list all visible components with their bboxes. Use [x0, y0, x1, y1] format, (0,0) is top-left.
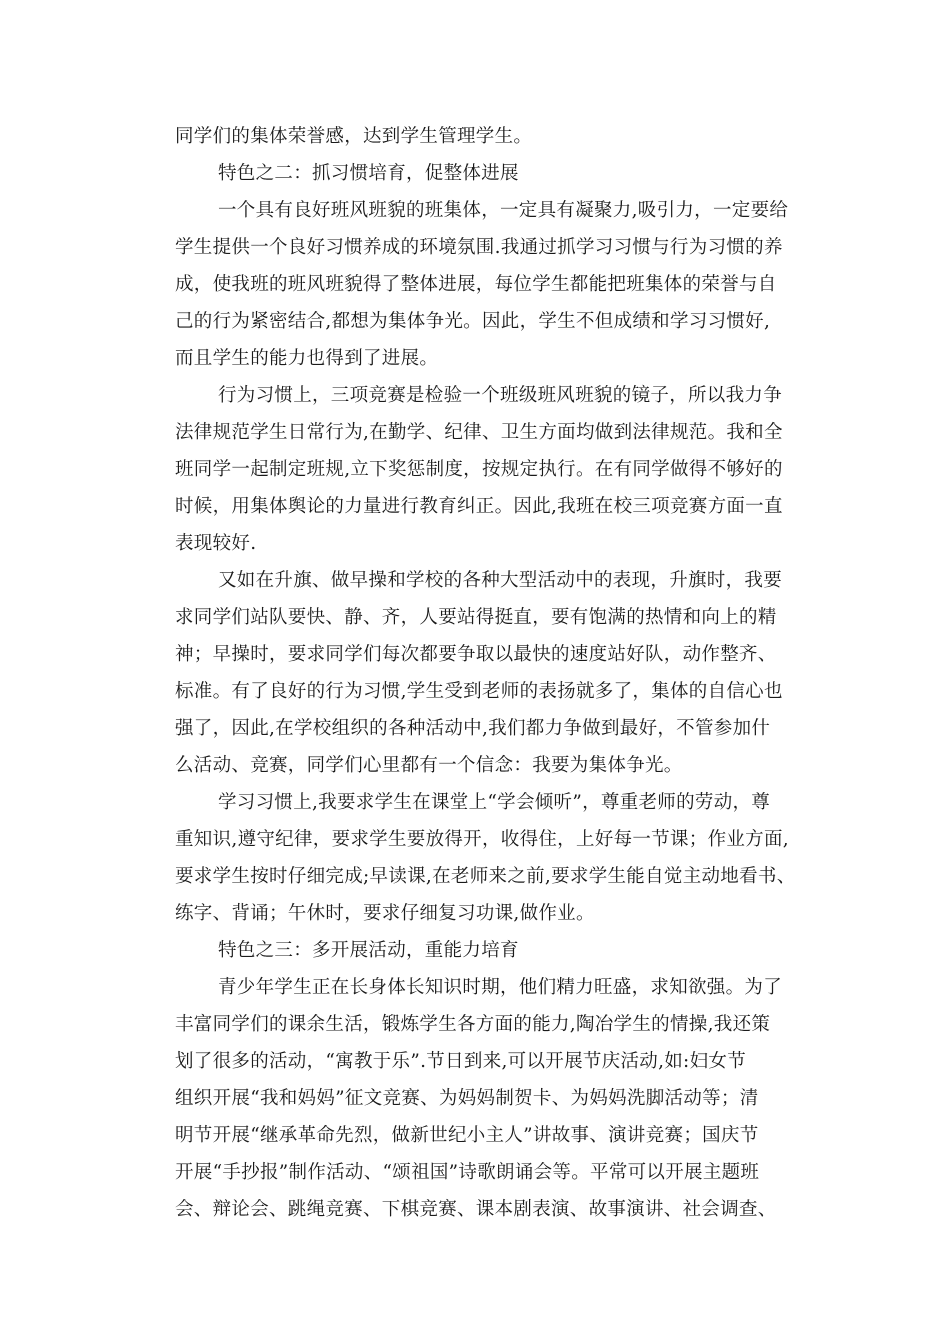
- paragraph-line: 学习习惯上,我要求学生在课堂上“学会倾听”，尊重老师的劳动，尊: [218, 792, 771, 813]
- paragraph-line: 表现较好.: [175, 533, 257, 554]
- paragraph-line: 重知识,遵守纪律，要求学生要放得开，收得住，上好每一节课；作业方面,: [175, 829, 789, 850]
- paragraph-line: 强了，因此,在学校组织的各种活动中,我们都力争做到最好，不管参加什: [175, 718, 771, 739]
- paragraph-line: 组织开展“我和妈妈”征文竞赛、为妈妈制贺卡、为妈妈洗脚活动等；清: [175, 1088, 759, 1109]
- paragraph-line: 同学们的集体荣誉感，达到学生管理学生。: [175, 126, 533, 147]
- section-heading: 特色之二：抓习惯培育，促整体进展: [218, 163, 519, 184]
- paragraph-line: 时候，用集体舆论的力量进行教育纠正。因此,我班在校三项竞赛方面一直: [175, 496, 783, 517]
- paragraph-line: 班同学一起制定班规,立下奖惩制度，按规定执行。在有同学做得不够好的: [175, 459, 783, 480]
- paragraph-line: 么活动、竞赛，同学们心里都有一个信念：我要为集体争光。: [175, 755, 683, 776]
- paragraph-line: 一个具有良好班风班貌的班集体，一定具有凝聚力,吸引力，一定要给: [218, 200, 789, 221]
- paragraph-line: 划了很多的活动，“寓教于乐”.节日到来,可以开展节庆活动,如:妇女节: [175, 1051, 746, 1072]
- paragraph-line: 行为习惯上，三项竞赛是检验一个班级班风班貌的镜子，所以我力争: [218, 385, 783, 406]
- paragraph-line: 神；早操时，要求同学们每次都要争取以最快的速度站好队，动作整齐、: [175, 644, 777, 665]
- paragraph-line: 成，使我班的班风班貌得了整体进展，每位学生都能把班集体的荣誉与自: [175, 274, 777, 295]
- paragraph-line: 标准。有了良好的行为习惯,学生受到老师的表扬就多了，集体的自信心也: [175, 681, 783, 702]
- paragraph-line: 求同学们站队要快、静、齐，人要站得挺直，要有饱满的热情和向上的精: [175, 607, 777, 628]
- paragraph-line: 又如在升旗、做早操和学校的各种大型活动中的表现，升旗时，我要: [218, 570, 783, 591]
- paragraph-line: 会、辩论会、跳绳竞赛、下棋竞赛、课本剧表演、故事演讲、社会调查、: [175, 1199, 777, 1220]
- paragraph-line: 明节开展“继承革命先烈，做新世纪小主人”讲故事、演讲竞赛；国庆节: [175, 1125, 759, 1146]
- paragraph-line: 开展“手抄报”制作活动、“颂祖国”诗歌朗诵会等。平常可以开展主题班: [175, 1162, 760, 1183]
- section-heading: 特色之三：多开展活动，重能力培育: [218, 940, 519, 961]
- paragraph-line: 法律规范学生日常行为,在勤学、纪律、卫生方面均做到法律规范。我和全: [175, 422, 783, 443]
- paragraph-line: 学生提供一个良好习惯养成的环境氛围.我通过抓学习习惯与行为习惯的养: [175, 237, 783, 258]
- paragraph-line: 己的行为紧密结合,都想为集体争光。因此，学生不但成绩和学习习惯好,: [175, 311, 771, 332]
- paragraph-line: 丰富同学们的课余生活，锻炼学生各方面的能力,陶冶学生的情操,我还策: [175, 1014, 771, 1035]
- paragraph-line: 而且学生的能力也得到了进展。: [175, 348, 439, 369]
- paragraph-line: 青少年学生正在长身体长知识时期，他们精力旺盛，求知欲强。为了: [218, 977, 783, 998]
- paragraph-line: 要求学生按时仔细完成;早读课,在老师来之前,要求学生能自觉主动地看书、: [175, 866, 796, 887]
- paragraph-line: 练字、背诵；午休时，要求仔细复习功课,做作业。: [175, 903, 595, 924]
